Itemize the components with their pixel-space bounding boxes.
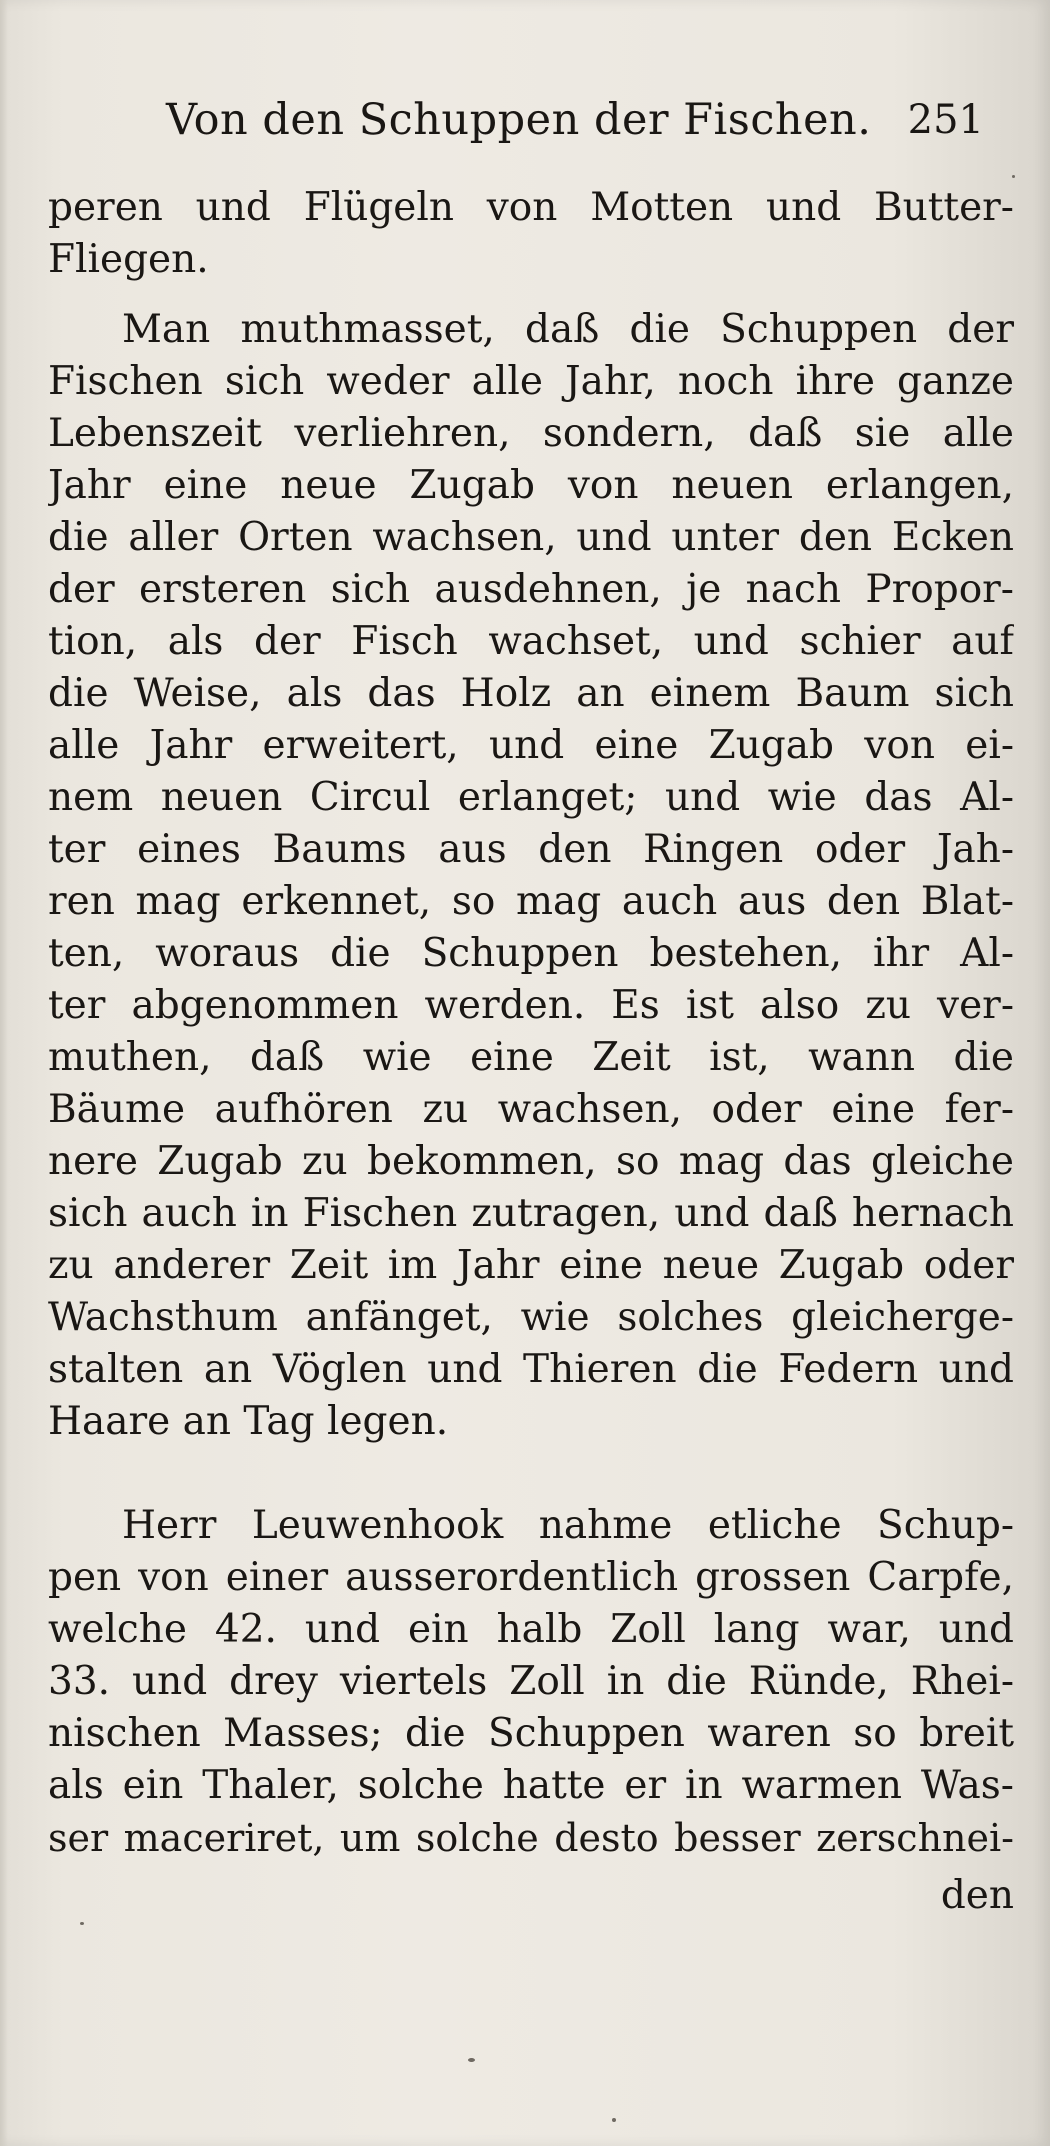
running-head: Von den Schuppen der Fischen. (166, 95, 872, 145)
text-line: der ersteren sich ausdehnen, je nach Propor- (48, 567, 1014, 612)
paper-speck (612, 2118, 616, 2122)
text-line: Fliegen. (48, 237, 209, 282)
text-line: Jahr eine neue Zugab von neuen erlangen, (48, 463, 1014, 508)
text-line: die Weise, als das Holz an einem Baum sich (48, 671, 1014, 716)
text-line: peren und Flügeln von Motten und Butter- (48, 185, 1014, 230)
text-line: alle Jahr erweitert, und eine Zugab von ei- (48, 723, 1014, 768)
text-line: Herr Leuwenhook nahme etliche Schup- (122, 1503, 1014, 1548)
text-line: Man muthmasset, daß die Schuppen der (122, 307, 1014, 352)
text-line: nischen Masses; die Schuppen waren so breit (48, 1711, 1014, 1756)
text-line: Fischen sich weder alle Jahr, noch ihre ganze (48, 359, 1014, 404)
text-line: die aller Orten wachsen, und unter den Ecken (48, 515, 1014, 560)
text-line: ser maceriret, um solche desto besser zerschnei- (48, 1816, 1014, 1860)
text-line: welche 42. und ein halb Zoll lang war, und (48, 1607, 1014, 1652)
page-header (48, 90, 1014, 150)
text-line: stalten an Vöglen und Thieren die Federn und (48, 1347, 1014, 1392)
text-line: Haare an Tag legen. (48, 1399, 449, 1444)
text-line: ten, woraus die Schuppen bestehen, ihr Al- (48, 931, 1014, 976)
text-line: ter eines Baums aus den Ringen oder Jah- (48, 827, 1014, 872)
text-line: 33. und drey viertels Zoll in die Ründe, Rhei- (48, 1659, 1014, 1704)
paper-speck (1012, 175, 1015, 178)
text-line: nem neuen Circul erlanget; und wie das Al- (48, 775, 1014, 820)
text-line: Lebenszeit verliehren, sondern, daß sie alle (48, 411, 1014, 456)
text-line: ren mag erkennet, so mag auch aus den Blat- (48, 879, 1014, 924)
text-line: muthen, daß wie eine Zeit ist, wann die (48, 1035, 1014, 1080)
text-line: Bäume aufhören zu wachsen, oder eine fer- (48, 1087, 1014, 1132)
page-gutter-shadow (0, 0, 8, 2146)
text-line: tion, als der Fisch wachset, und schier auf (48, 619, 1014, 664)
text-line: als ein Thaler, solche hatte er in warmen Was- (48, 1763, 1014, 1808)
text-line: pen von einer ausserordentlich grossen Carpfe, (48, 1555, 1014, 1600)
text-line: nere Zugab zu bekommen, so mag das gleiche (48, 1139, 1014, 1184)
text-line: sich auch in Fischen zutragen, und daß hernach (48, 1191, 1014, 1236)
paper-speck (80, 1922, 84, 1925)
paper-speck (468, 2058, 475, 2062)
text-line: Wachsthum anfänget, wie solches gleicherge- (48, 1295, 1014, 1340)
text-line: ter abgenommen werden. Es ist also zu ver- (48, 983, 1014, 1028)
text-line: zu anderer Zeit im Jahr eine neue Zugab oder (48, 1243, 1014, 1288)
catchword: den (940, 1873, 1014, 1918)
page-number: 251 (907, 97, 984, 143)
